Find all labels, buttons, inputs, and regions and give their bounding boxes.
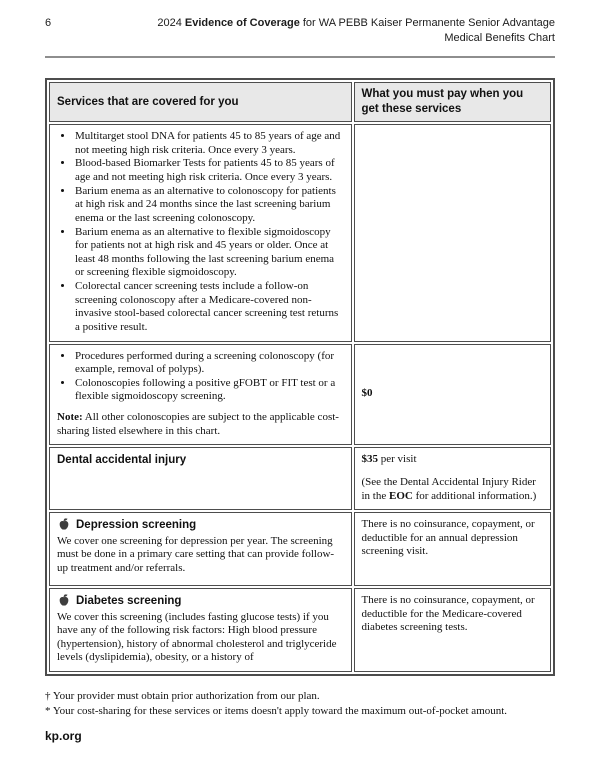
pay-note xyxy=(362,476,544,503)
pay-unit: per visit xyxy=(378,453,417,466)
service-title: Depression screening xyxy=(76,519,197,532)
page-header xyxy=(45,16,555,46)
pay-column-header: What you must pay when you get these services xyxy=(354,82,552,122)
service-description: We cover one screening for depression per year. The screening must be done in a primary care setting that can provide follow-up treatment and/or referrals. xyxy=(57,534,335,574)
pay-cell: There is no coinsurance, copayment, or deductible for the Medicare-covered diabetes screening tests. xyxy=(354,588,552,672)
bullet-item: • Colorectal cancer screening tests include a follow-on screening colonoscopy after a Medicare-covered non-invasive stool-based colorectal cancer screening test returns a positive result. xyxy=(74,280,344,335)
note-text: All other colonoscopies are subject to the applicable cost-sharing listed elsewhere in this chart. xyxy=(57,411,339,437)
services-cell xyxy=(49,512,352,586)
pay-cell xyxy=(354,447,552,510)
table-row-diabetes-screening xyxy=(49,588,551,672)
pay-cell-empty xyxy=(354,124,552,341)
pay-amount: $0 xyxy=(361,387,373,400)
pay-note-pre: (See the Dental Accidental Injury Rider in the xyxy=(361,475,536,502)
header-plan-name: for WA PEBB Kaiser Permanente Senior Advantage xyxy=(299,17,555,29)
services-cell xyxy=(49,447,352,510)
table-row-depression-screening xyxy=(49,512,551,586)
services-cell xyxy=(49,124,352,341)
header-year: 2024 xyxy=(157,17,185,29)
footnote-dagger: † Your provider must obtain prior authorization from our plan. xyxy=(45,690,320,703)
service-title: Diabetes screening xyxy=(76,595,182,608)
table-row-dental-accidental-injury xyxy=(49,447,551,510)
services-cell xyxy=(49,344,352,446)
services-cell xyxy=(49,588,352,672)
bullet-list xyxy=(57,130,344,334)
table-header-row xyxy=(49,82,551,122)
header-divider xyxy=(45,56,555,58)
table-row-colorectal-screenings xyxy=(49,124,551,341)
bullet-item: • Blood-based Biomarker Tests for patients 45 to 85 years of age and not meeting high risk criteria. Once every 3 years. xyxy=(74,157,344,184)
footer-site: kp.org xyxy=(45,728,82,743)
service-title: Dental accidental injury xyxy=(57,454,187,467)
footnote-asterisk: * Your cost-sharing for these services or items doesn't apply toward the maximum out-of-pocket amount. xyxy=(45,704,508,717)
pay-cell: There is no coinsurance, copayment, or deductible for an annual depression screening visit. xyxy=(354,512,552,586)
pay-note-post: for additional information.) xyxy=(412,489,537,502)
bullet-list xyxy=(57,350,344,405)
bullet-item: • Procedures performed during a screening colonoscopy (for example, removal of polyps). xyxy=(74,350,344,377)
service-title-row xyxy=(57,518,344,532)
apple-icon xyxy=(57,593,71,607)
service-description: We cover this screening (includes fasting glucose tests) if you have any of the following risk factors: High blood pressure (hypertension), history of abnormal cholesterol and triglyceride levels (dyslipidemia), obesity, or a history of xyxy=(57,610,337,664)
services-column-header: Services that are covered for you xyxy=(49,82,352,122)
apple-icon xyxy=(57,517,71,531)
bullet-item: • Colonoscopies following a positive gFOBT or FIT test or a flexible sigmoidoscopy screening. xyxy=(74,377,344,404)
note-label: Note: xyxy=(57,411,83,424)
footnotes xyxy=(45,689,555,719)
pay-cell xyxy=(354,344,552,446)
page-number: 6 xyxy=(45,17,52,29)
note-paragraph xyxy=(57,411,344,438)
header-doc-title: Evidence of Coverage xyxy=(184,17,300,29)
benefits-table xyxy=(45,78,555,676)
header-line-2: Medical Benefits Chart xyxy=(444,32,555,45)
page-header-text xyxy=(51,16,555,46)
bullet-item: • Barium enema as an alternative to colonoscopy for patients at high risk and 24 months since the last screening barium enema or the last screening colonoscopy. xyxy=(74,185,344,226)
bullet-item: • Barium enema as an alternative to flexible sigmoidoscopy for patients not at high risk and 45 years or older. Once at least 48 months following the last screening barium enema or screening flexible sigmoidoscopy. xyxy=(74,226,344,281)
pay-note-bold: EOC xyxy=(389,489,413,502)
pay-amount: $35 xyxy=(361,453,378,466)
table-row-colonoscopy-procedures xyxy=(49,344,551,446)
service-title-row xyxy=(57,594,344,608)
bullet-item: • Multitarget stool DNA for patients 45 to 85 years of age and not meeting high risk criteria. Once every 3 years. xyxy=(74,130,344,157)
pay-line xyxy=(362,453,544,467)
header-line-1 xyxy=(51,16,555,31)
